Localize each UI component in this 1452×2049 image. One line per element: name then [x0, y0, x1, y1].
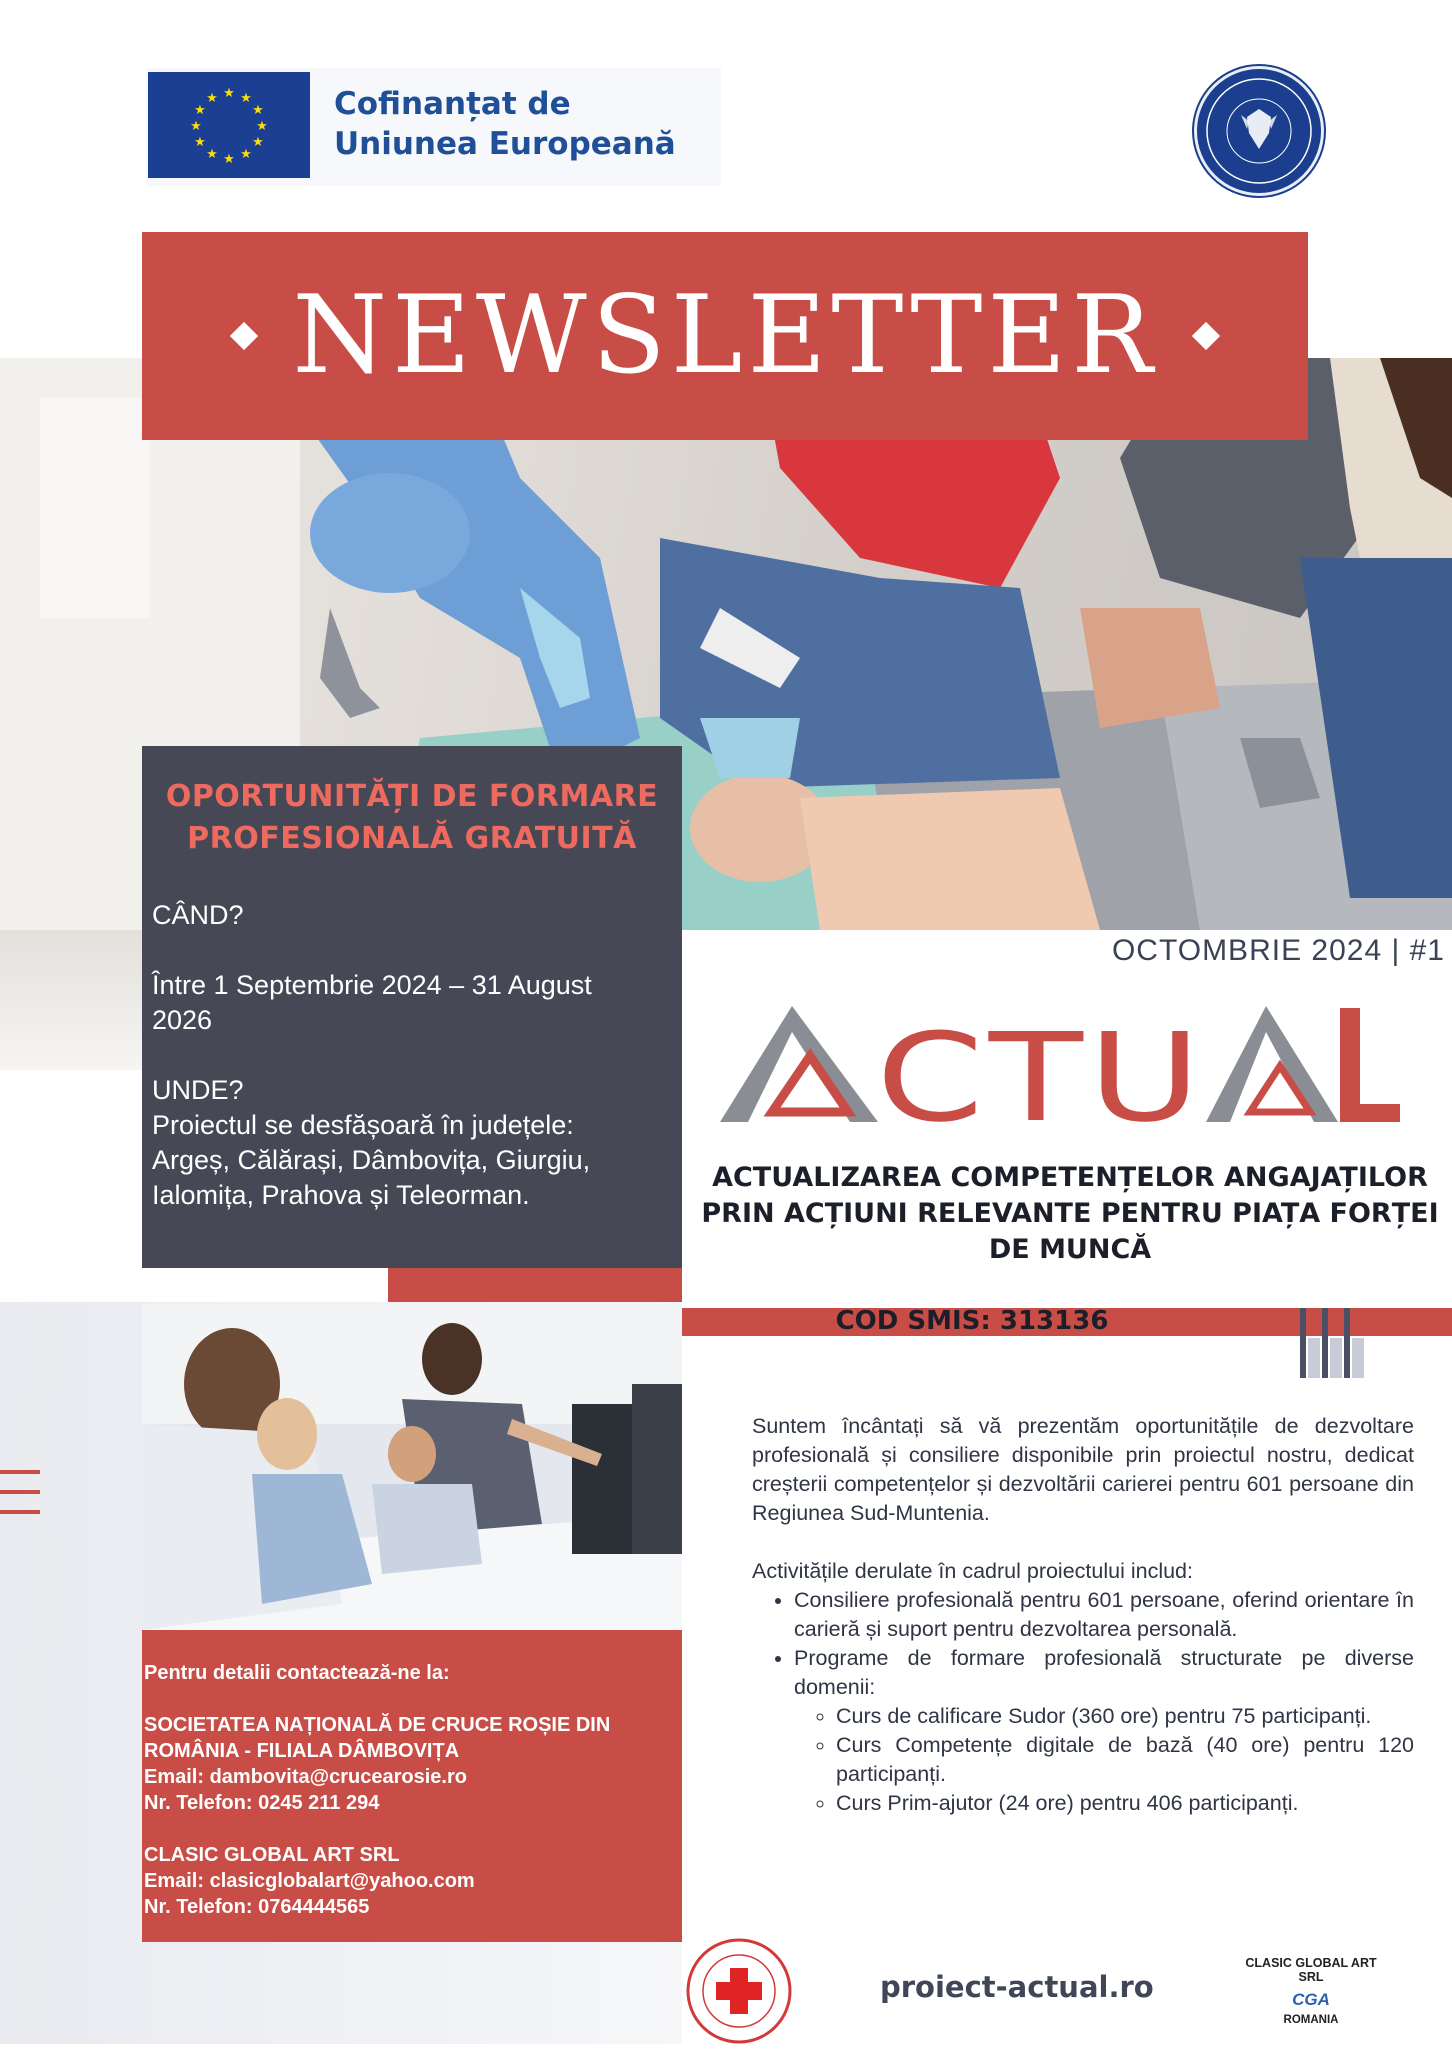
issue-date: OCTOMBRIE 2024 | #1	[1111, 934, 1445, 967]
info-heading-line-1: OPORTUNITĂȚI DE FORMARE	[165, 779, 659, 814]
where-value-line-3: Ialomița, Prahova și Teleorman.	[152, 1180, 530, 1210]
cga-company-name: CLASIC GLOBAL ART SRL	[1245, 1956, 1377, 1984]
newsletter-banner	[142, 232, 1308, 440]
org1-email[interactable]: Email: dambovita@crucearosie.ro	[144, 1766, 467, 1788]
course-first-aid: Curs Prim-ajutor (24 ore) pentru 406 participanți.	[836, 1791, 1299, 1815]
course-item	[836, 1731, 1414, 1789]
intro-paragraph: Suntem încântați să vă prezentăm oportunitățile de dezvoltare profesională și consiliere disponibile prin proiectul nostru, dedicat creșterii competențelor și dezvoltării carierei pentru 601 persoane din Regiunea Sud-Muntenia.	[752, 1414, 1414, 1525]
activities-list	[752, 1586, 1414, 1818]
diamond-icon	[230, 322, 258, 350]
tagline-line-2: PRIN ACȚIUNI RELEVANTE PENTRU PIAȚA FORȚEI	[701, 1198, 1439, 1229]
where-value-line-1: Proiectul se desfășoară în județele:	[152, 1110, 574, 1140]
activities-intro: Activitățile derulate în cadrul proiectului includ:	[752, 1559, 1193, 1583]
org2-email[interactable]: Email: clasicglobalart@yahoo.com	[144, 1870, 475, 1892]
side-decoration	[0, 1470, 40, 1540]
training-info-box	[142, 746, 682, 1268]
activity-item	[794, 1644, 1414, 1818]
red-cross-logo	[686, 1938, 792, 2044]
info-heading-line-2: PROFESIONALĂ GRATUITĂ	[187, 821, 637, 856]
org1-phone[interactable]: Nr. Telefon: 0245 211 294	[144, 1792, 380, 1814]
svg-text:★: ★	[206, 91, 218, 106]
actual-project-logo	[720, 1000, 1400, 1130]
cga-abbreviation: CGA	[1292, 1990, 1330, 2009]
tagline-line-1: ACTUALIZAREA COMPETENȚELOR ANGAJAȚILOR	[712, 1162, 1428, 1193]
eu-cofinancing-text	[334, 84, 676, 164]
cga-country: ROMANIA	[1283, 2014, 1339, 2026]
svg-text:★: ★	[223, 86, 235, 101]
org2-phone[interactable]: Nr. Telefon: 0764444565	[144, 1896, 370, 1918]
where-value-line-2: Argeș, Călărași, Dâmbovița, Giurgiu,	[152, 1145, 591, 1175]
activity-counseling: Consiliere profesională pentru 601 persoane, oferind orientare în carieră și suport pentru dezvoltarea personală.	[794, 1588, 1414, 1641]
eu-flag-icon	[148, 72, 310, 178]
activity-training: Programe de formare profesională structurate pe diverse domenii:	[794, 1646, 1414, 1699]
svg-text:★: ★	[194, 135, 206, 150]
where-label: UNDE?	[152, 1075, 244, 1105]
contact-intro: Pentru detalii contactează-ne la:	[144, 1662, 450, 1684]
smis-code: COD SMIS: 313136	[835, 1306, 1109, 1336]
svg-text:★: ★	[223, 152, 235, 167]
svg-text:★: ★	[240, 91, 252, 106]
eu-line-2: Uniunea Europeană	[334, 126, 676, 162]
info-heading	[142, 776, 682, 860]
eu-line-1: Cofinanțat de	[334, 86, 571, 122]
org1-name-line-1: SOCIETATEA NAȚIONALĂ DE CRUCE ROȘIE DIN	[144, 1714, 611, 1736]
svg-text:★: ★	[240, 147, 252, 162]
contact-box	[142, 1630, 682, 1942]
project-tagline	[690, 1160, 1450, 1268]
romanian-government-seal	[1194, 66, 1324, 196]
office-training-photo	[142, 1304, 682, 1630]
side-line	[0, 1490, 40, 1494]
decorative-stripes	[1298, 1308, 1378, 1378]
side-line	[0, 1510, 40, 1514]
course-item	[836, 1789, 1414, 1818]
activity-item	[794, 1586, 1414, 1644]
svg-text:★: ★	[256, 119, 268, 134]
newsletter-title: NEWSLETTER	[292, 273, 1158, 398]
accent-bar	[388, 1268, 682, 1302]
svg-text:★: ★	[190, 119, 202, 134]
svg-text:★: ★	[252, 103, 264, 118]
course-digital: Curs Competențe digitale de bază (40 ore) pentru 120 participanți.	[836, 1733, 1414, 1786]
svg-text:★: ★	[252, 135, 264, 150]
org1-name-line-2: ROMÂNIA - FILIALA DÂMBOVIȚA	[144, 1740, 460, 1762]
when-label: CÂND?	[152, 900, 244, 930]
when-value-line-1: Între 1 Septembrie 2024 – 31 August	[152, 970, 592, 1000]
cga-logo	[1236, 1956, 1386, 2026]
project-website-link[interactable]: proiect-actual.ro	[880, 1970, 1154, 2004]
svg-text:★: ★	[194, 103, 206, 118]
course-welder: Curs de calificare Sudor (360 ore) pentru 75 participanți.	[836, 1704, 1372, 1728]
actual-logo-text: CTU	[876, 1007, 1206, 1130]
courses-list	[794, 1702, 1414, 1818]
org2-name: CLASIC GLOBAL ART SRL	[144, 1844, 400, 1866]
when-value-line-2: 2026	[152, 1005, 213, 1035]
diamond-icon	[1191, 322, 1219, 350]
project-description	[752, 1412, 1414, 1818]
eu-cofinancing-logo	[146, 68, 721, 186]
svg-text:★: ★	[206, 147, 218, 162]
side-line	[0, 1470, 40, 1474]
course-item	[836, 1702, 1414, 1731]
tagline-line-3: DE MUNCĂ	[988, 1234, 1152, 1265]
